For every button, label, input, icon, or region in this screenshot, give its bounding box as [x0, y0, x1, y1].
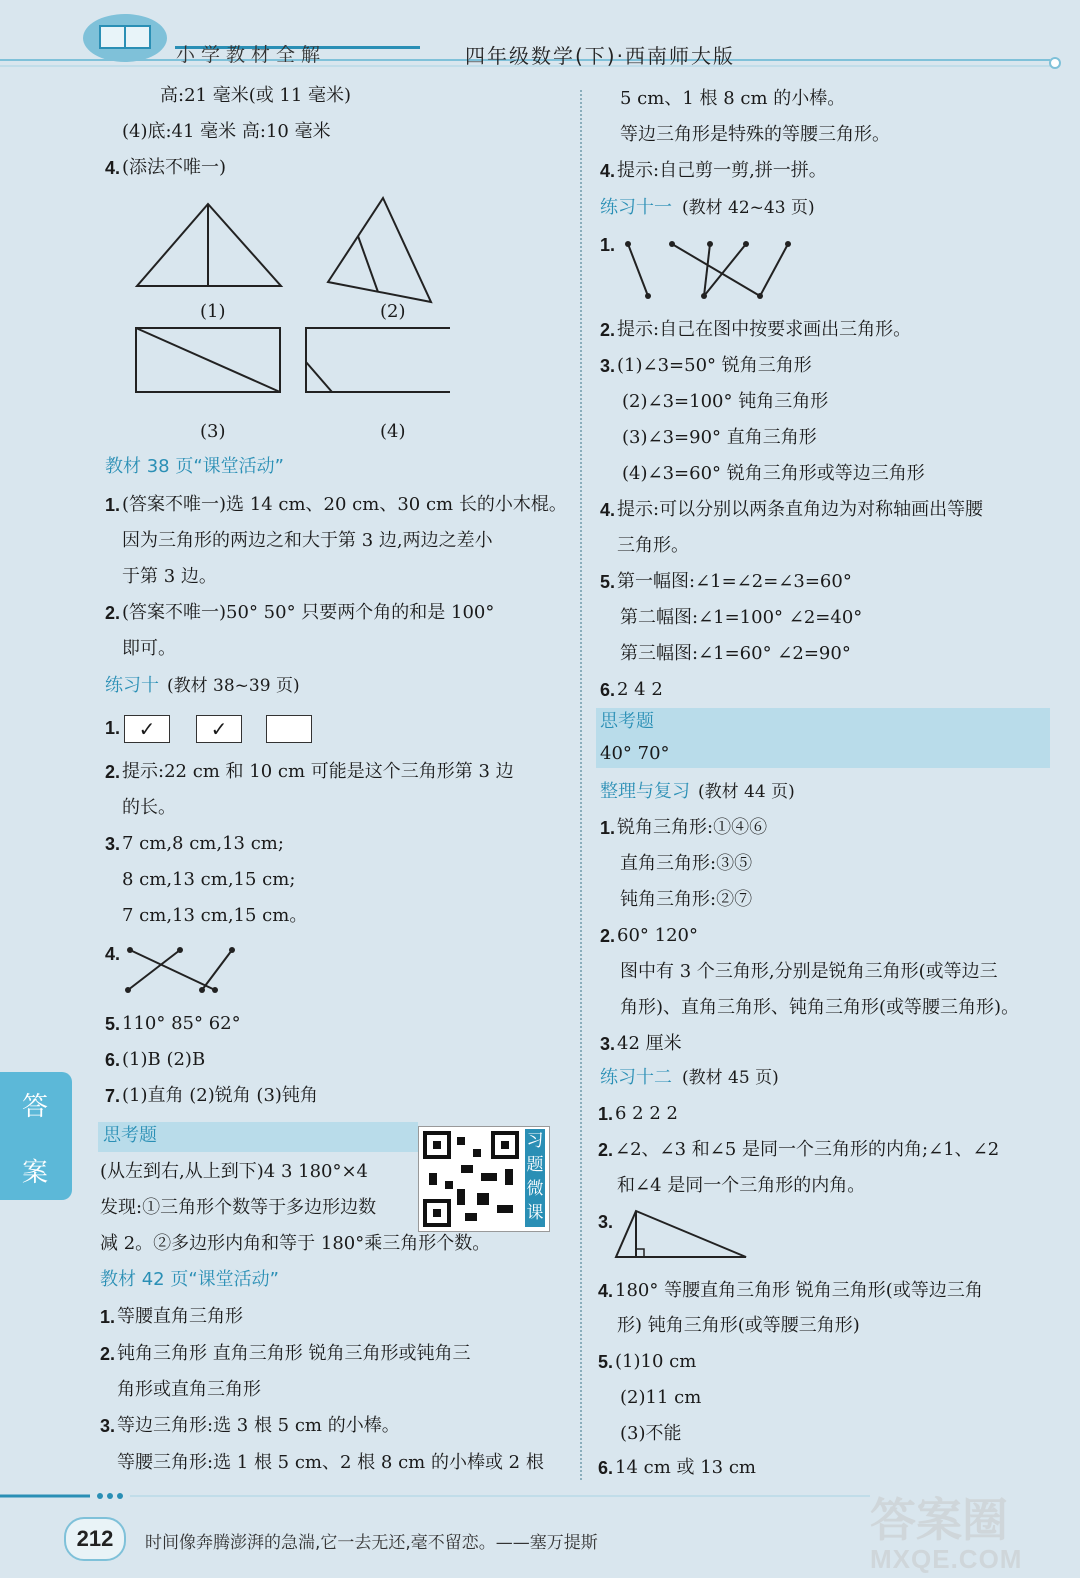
- section-subheading: (教材 42~43 页): [682, 198, 815, 218]
- section-subheading: (教材 38~39 页): [167, 676, 300, 696]
- book-title: 四年级数学(下)·西南师大版: [465, 44, 735, 68]
- question-number: 2.: [600, 926, 616, 946]
- figure-label: (2): [380, 301, 406, 322]
- answer-line: (3)∠3=90° 直角三角形: [622, 427, 817, 448]
- section-subheading: (教材 45 页): [682, 1068, 779, 1088]
- question-number: 7.: [105, 1086, 121, 1106]
- answer-line: 第二幅图:∠1=100° ∠2=40°: [620, 607, 863, 628]
- answer-line: 即可。: [122, 638, 176, 659]
- answer-line: 发现:①三角形个数等于多边形边数: [100, 1197, 377, 1218]
- answer-line: 角形或直角三角形: [117, 1379, 261, 1400]
- watermark-logo: 答案圈: [870, 1493, 1008, 1547]
- answer-line: (4)∠3=60° 锐角三角形或等边三角形: [622, 463, 925, 484]
- side-tab-char: 答: [22, 1092, 49, 1122]
- answer-line: 等边三角形:选 3 根 5 cm 的小棒。: [117, 1415, 400, 1436]
- answer-line: 提示:自己在图中按要求画出三角形。: [617, 319, 912, 340]
- qr-label: 习题微课: [525, 1129, 545, 1227]
- answer-line: (答案不唯一)选 14 cm、20 cm、30 cm 长的小木棍。: [122, 494, 567, 515]
- section-subheading: (教材 44 页): [698, 782, 795, 802]
- figure-4-rect: [306, 328, 450, 392]
- answer-line: 7 cm,13 cm,15 cm。: [122, 905, 308, 926]
- side-tab-char: 案: [22, 1158, 49, 1188]
- answer-line: 等边三角形是特殊的等腰三角形。: [620, 124, 890, 145]
- answer-line: 等腰三角形:选 1 根 5 cm、2 根 8 cm 的小棒或 2 根: [117, 1452, 544, 1473]
- footer-quote: 时间像奔腾澎湃的急湍,它一去无还,毫不留恋。——塞万提斯: [145, 1533, 598, 1553]
- answer-line: 减 2。②多边形内角和等于 180°乘三角形个数。: [100, 1233, 491, 1254]
- question-number: 5.: [598, 1352, 614, 1372]
- answer-line: 42 厘米: [617, 1033, 682, 1054]
- answer-line: (答案不唯一)50° 50° 只要两个角的和是 100°: [122, 602, 495, 623]
- answer-line: 提示:22 cm 和 10 cm 可能是这个三角形第 3 边: [122, 761, 514, 782]
- section-heading: 练习十一: [600, 197, 672, 218]
- answer-line: 6 2 2 2: [615, 1103, 678, 1124]
- answer-line: 提示:可以分别以两条直角边为对称轴画出等腰: [617, 499, 984, 520]
- section-heading: 思考题: [103, 1125, 157, 1146]
- answer-line: 5 cm、1 根 8 cm 的小棒。: [620, 88, 846, 109]
- section-heading: 练习十二: [600, 1067, 672, 1088]
- question-number: 4.: [105, 944, 121, 964]
- check-box: ✓: [124, 715, 170, 743]
- answer-line: 图中有 3 个三角形,分别是锐角三角形(或等边三: [620, 961, 998, 982]
- question-number: 1.: [598, 1104, 614, 1124]
- answer-line: 180° 等腰直角三角形 锐角三角形(或等边三角: [615, 1280, 983, 1301]
- watermark: [870, 1495, 1022, 1573]
- figure-4-line: [306, 362, 332, 392]
- check-box: ✓: [196, 715, 242, 743]
- question-number: 4.: [105, 158, 121, 178]
- empty-box: [266, 715, 312, 743]
- column-divider: [580, 90, 582, 1480]
- question-number: 5.: [600, 572, 616, 592]
- answer-line: 钝角三角形:②⑦: [620, 889, 753, 910]
- question-number: 1.: [600, 818, 616, 838]
- answer-line: 和∠4 是同一个三角形的内角。: [617, 1175, 866, 1196]
- answer-line: (2)∠3=100° 钝角三角形: [622, 391, 829, 412]
- answer-line: (从左到右,从上到下)4 3 180°×4: [100, 1161, 369, 1182]
- answer-line: 第一幅图:∠1=∠2=∠3=60°: [617, 571, 852, 592]
- section-heading: 练习十: [105, 675, 159, 696]
- series-title: 小学教材全解: [176, 44, 327, 66]
- answer-line: 钝角三角形 直角三角形 锐角三角形或钝角三: [117, 1343, 471, 1364]
- answer-line: 的长。: [122, 797, 176, 818]
- section-heading: 教材 42 页“课堂活动”: [100, 1269, 279, 1290]
- question-number: 3.: [600, 1034, 616, 1054]
- question-number: 5.: [105, 1014, 121, 1034]
- question-number: 2.: [105, 603, 121, 623]
- answer-line: 2 4 2: [617, 679, 663, 700]
- answer-line: (1)直角 (2)锐角 (3)钝角: [122, 1085, 318, 1106]
- question-number: 1.: [600, 235, 616, 255]
- question-number: 2.: [100, 1344, 116, 1364]
- answer-line: 形) 钝角三角形(或等腰三角形): [617, 1315, 860, 1336]
- qr-pattern-icon: [421, 1129, 521, 1229]
- answer-line: 于第 3 边。: [122, 566, 217, 587]
- answer-line: (3)不能: [620, 1423, 682, 1444]
- question-number: 4.: [600, 161, 616, 181]
- answer-line: 14 cm 或 13 cm: [615, 1457, 756, 1478]
- matching-lines-figure: [620, 236, 800, 306]
- question-number: 2.: [600, 320, 616, 340]
- question-number: 4.: [600, 500, 616, 520]
- answer-line: (2)11 cm: [620, 1387, 702, 1408]
- section-heading: 整理与复习: [600, 781, 690, 802]
- question-number: 3.: [105, 834, 121, 854]
- answer-line: 提示:自己剪一剪,拼一拼。: [617, 160, 827, 181]
- answer-line: 等腰直角三角形: [117, 1306, 243, 1327]
- watermark-url: MXQE.COM: [870, 1544, 1023, 1574]
- answer-line: 锐角三角形:①④⑥: [617, 817, 768, 838]
- answer-line: 高:21 毫米(或 11 毫米): [160, 85, 352, 106]
- answer-line: 110° 85° 62°: [122, 1013, 241, 1034]
- answer-line: 60° 120°: [617, 925, 698, 946]
- answer-line: (4)底:41 毫米 高:10 毫米: [122, 121, 331, 142]
- question-number: 2.: [598, 1140, 614, 1160]
- answer-line: 8 cm,13 cm,15 cm;: [122, 869, 296, 890]
- answer-line: 40° 70°: [600, 743, 670, 764]
- answer-line: (1)B (2)B: [122, 1049, 206, 1070]
- answer-line: (添法不唯一): [122, 157, 227, 178]
- answer-line: 直角三角形:③⑤: [620, 853, 753, 874]
- question-number: 2.: [105, 762, 121, 782]
- question-number: 6.: [105, 1050, 121, 1070]
- question-number: 6.: [598, 1458, 614, 1478]
- right-triangle-figure: [608, 1205, 758, 1265]
- question-number: 4.: [598, 1281, 614, 1301]
- answer-line: 7 cm,8 cm,13 cm;: [122, 833, 284, 854]
- qr-code[interactable]: [418, 1126, 550, 1232]
- page-number: 212: [64, 1517, 126, 1561]
- answer-line: (1)∠3=50° 锐角三角形: [617, 355, 812, 376]
- answer-side-tab: [0, 1072, 72, 1200]
- question-number: 1.: [105, 495, 121, 515]
- question-number: 3.: [598, 1212, 614, 1232]
- answer-line: 角形)、直角三角形、钝角三角形(或等腰三角形)。: [620, 997, 1020, 1018]
- figure-3-line: [136, 328, 280, 392]
- figure-label: (4): [380, 421, 406, 442]
- question-number: 3.: [100, 1416, 116, 1436]
- figure-2-line: [358, 236, 378, 292]
- question-number: 1.: [105, 718, 121, 738]
- question-number: 1.: [100, 1307, 116, 1327]
- figure-label: (1): [200, 301, 226, 322]
- figure-label: (3): [200, 421, 226, 442]
- matching-lines-figure: [120, 940, 250, 1000]
- page-header: [0, 0, 1080, 74]
- answer-line: 三角形。: [617, 535, 689, 556]
- question-number: 3.: [600, 356, 616, 376]
- answer-line: 因为三角形的两边之和大于第 3 边,两边之差小: [122, 530, 493, 551]
- answer-line: ∠2、∠3 和∠5 是同一个三角形的内角;∠1、∠2: [615, 1139, 1000, 1160]
- question-number: 6.: [600, 680, 616, 700]
- section-heading: 思考题: [600, 711, 654, 732]
- figure-2-triangle: [328, 198, 431, 302]
- answer-line: 第三幅图:∠1=60° ∠2=90°: [620, 643, 851, 664]
- answer-line: (1)10 cm: [615, 1351, 697, 1372]
- section-heading: 教材 38 页“课堂活动”: [105, 456, 284, 477]
